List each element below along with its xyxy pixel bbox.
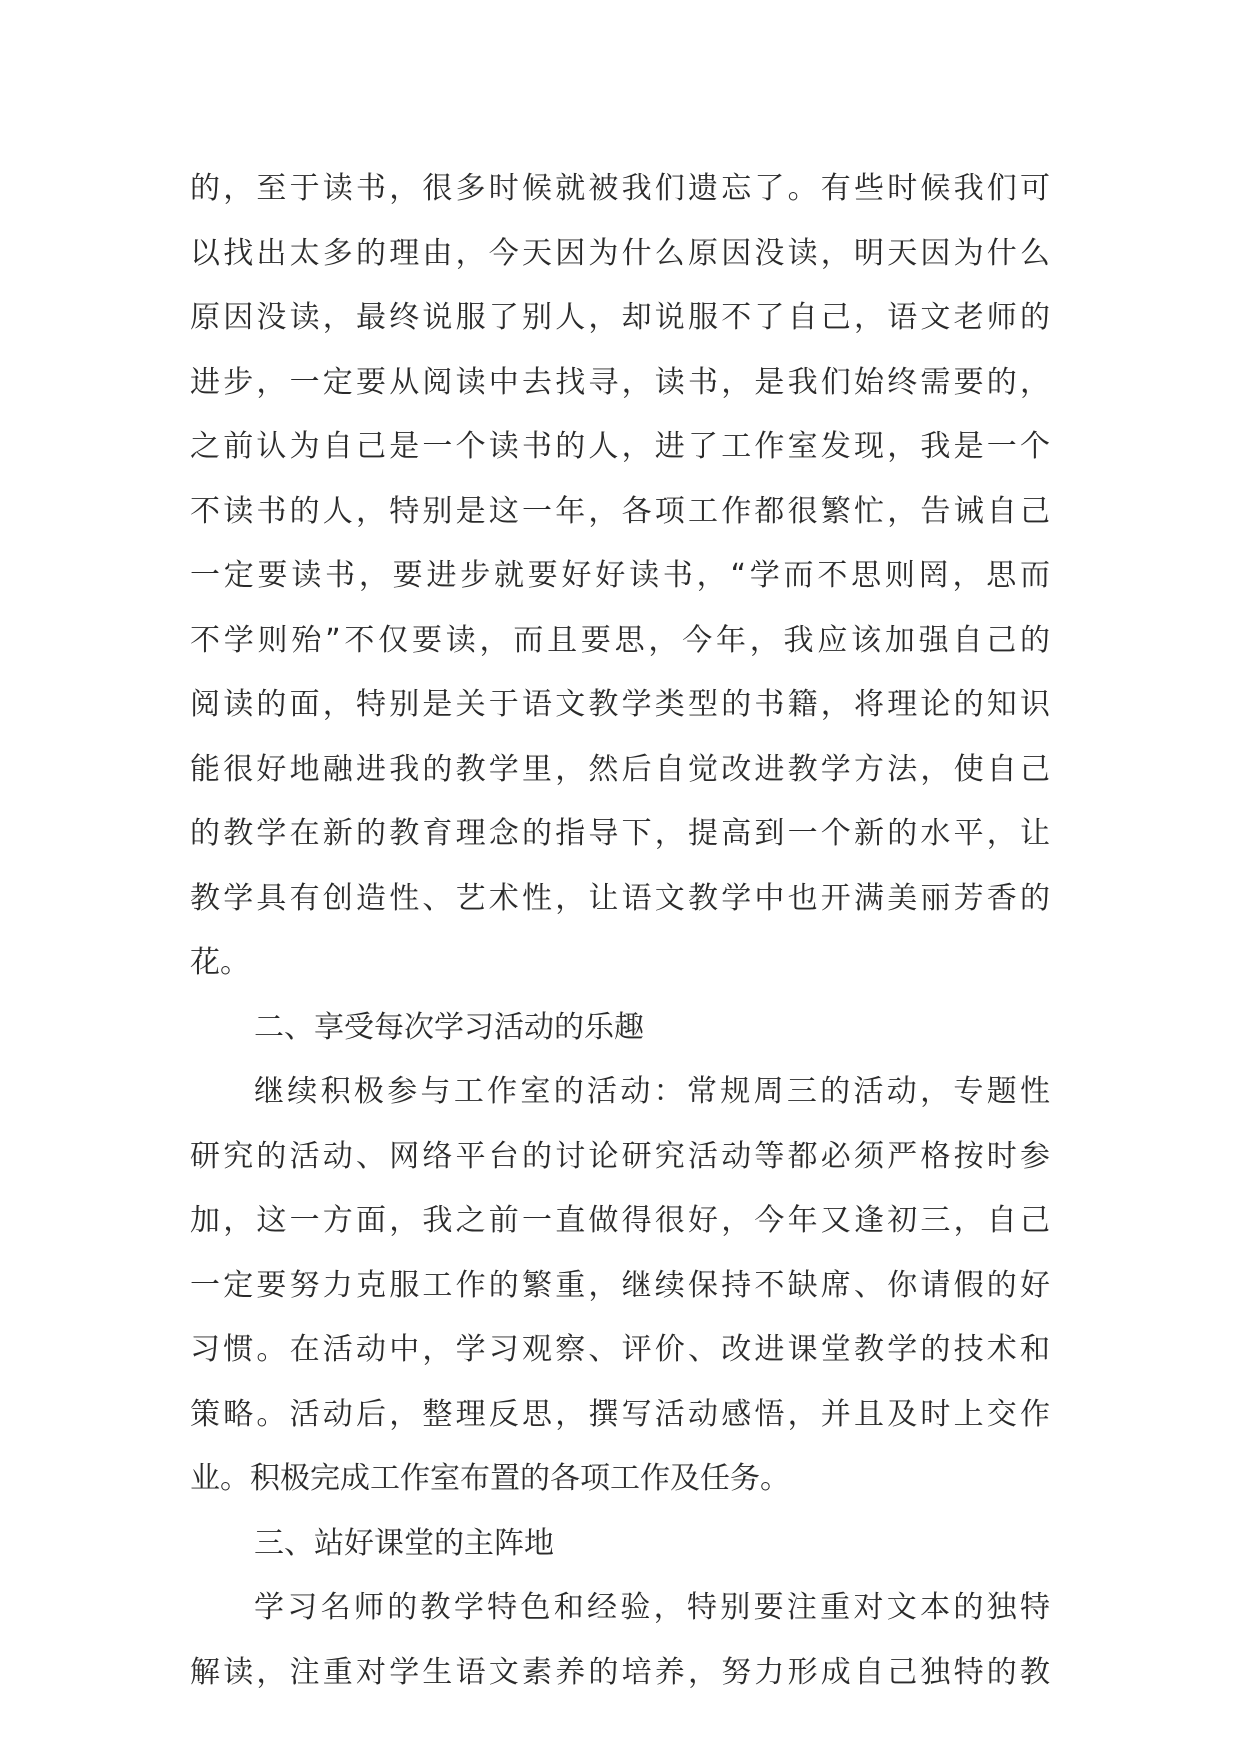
section-heading: 三、站好课堂的主阵地 (254, 1525, 554, 1561)
text-line: 进步，一定要从阅读中去找寻，读书，是我们始终需要的， (190, 364, 1050, 400)
text-line: 学习名师的教学特色和经验，特别要注重对文本的独特 (254, 1590, 1050, 1625)
document-body (190, 157, 1050, 1705)
text-line: 之前认为自己是一个读书的人，进了工作室发现，我是一个 (190, 429, 1050, 464)
text-line: 解读，注重对学生语文素养的培养，努力形成自己独特的教 (190, 1654, 1050, 1690)
text-line: 的，至于读书，很多时候就被我们遗忘了。有些时候我们可 (190, 171, 1050, 206)
text-line: 以找出太多的理由，今天因为什么原因没读，明天因为什么 (190, 235, 1050, 271)
text-line: 一定要读书，要进步就要好好读书，“学而不思则罔，思而 (190, 558, 1050, 593)
text-line: 能很好地融进我的教学里，然后自觉改进教学方法，使自己 (190, 751, 1050, 787)
text-line: 不学则殆”不仅要读，而且要思，今年，我应该加强自己的 (190, 622, 1050, 658)
text-line: 教学具有创造性、艺术性，让语文教学中也开满美丽芳香的 (190, 880, 1050, 916)
text-line: 研究的活动、网络平台的讨论研究活动等都必须严格按时参 (190, 1138, 1050, 1174)
text-line: 业。积极完成工作室布置的各项工作及任务。 (190, 1461, 790, 1496)
text-line: 策略。活动后，整理反思，撰写活动感悟，并且及时上交作 (190, 1396, 1050, 1432)
text-line: 阅读的面，特别是关于语文教学类型的书籍，将理论的知识 (190, 687, 1050, 722)
text-line: 的教学在新的教育理念的指导下，提高到一个新的水平，让 (190, 816, 1050, 851)
text-line: 花。 (190, 945, 250, 980)
text-line: 不读书的人，特别是这一年，各项工作都很繁忙，告诫自己 (190, 493, 1050, 529)
text-line: 继续积极参与工作室的活动：常规周三的活动，专题性 (254, 1074, 1050, 1109)
text-line: 习惯。在活动中，学习观察、评价、改进课堂教学的技术和 (190, 1332, 1050, 1367)
text-line: 加，这一方面，我之前一直做得很好，今年又逢初三，自己 (190, 1203, 1050, 1238)
text-line: 原因没读，最终说服了别人，却说服不了自己，语文老师的 (190, 300, 1050, 335)
section-heading: 二、享受每次学习活动的乐趣 (254, 1009, 644, 1045)
text-line: 一定要努力克服工作的繁重，继续保持不缺席、你请假的好 (190, 1267, 1050, 1303)
